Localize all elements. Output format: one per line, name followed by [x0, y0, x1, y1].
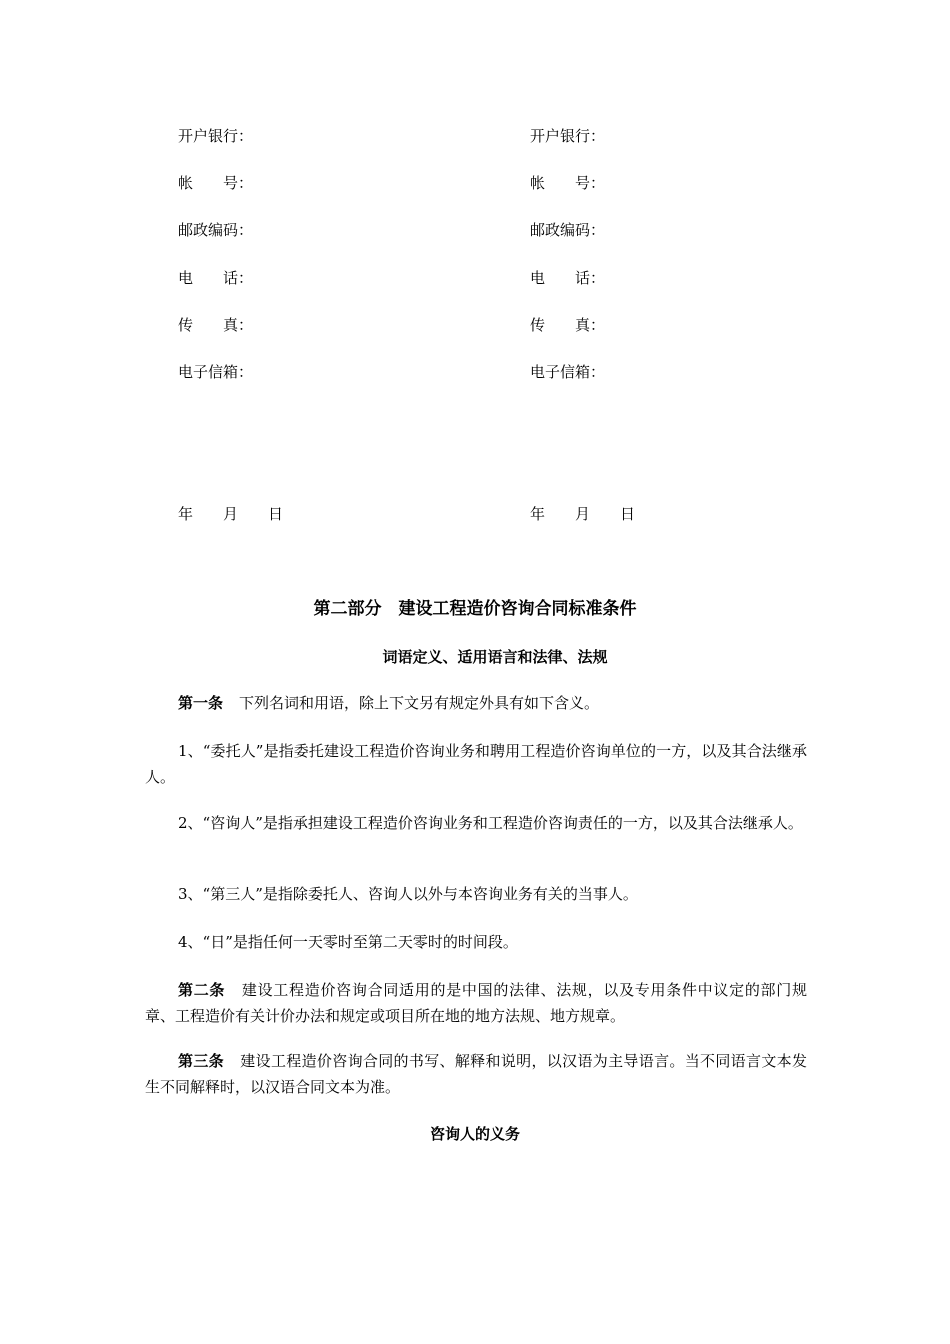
right-account-label: 帐 号：: [530, 174, 606, 192]
section-title-consultant-duties: 咨询人的义务: [429, 1125, 520, 1143]
right-phone-label: 电 话：: [530, 269, 606, 287]
right-date-label: 年 月 日: [530, 505, 636, 523]
part-title: 第二部分 建设工程造价咨询合同标准条件: [313, 599, 637, 619]
definition-item-2: 2、“咨询人”是指承担建设工程造价咨询业务和工程造价咨询责任的一方，以及其合法继承人。: [178, 814, 803, 832]
right-email-label: 电子信箱：: [530, 363, 606, 381]
left-fax-label: 传 真：: [178, 316, 254, 334]
definition-item-4: 4、“日”是指任何一天零时至第二天零时的时间段。: [178, 933, 518, 951]
article-2: [145, 977, 807, 1029]
article-3: [145, 1048, 807, 1100]
definition-item-3: 3、“第三人”是指除委托人、咨询人以外与本咨询业务有关的当事人。: [178, 885, 638, 903]
left-date-label: 年 月 日: [178, 505, 284, 523]
right-bank-label: 开户银行：: [530, 127, 606, 145]
article-1-label: 第一条: [178, 694, 224, 712]
section-title-definitions: 词语定义、适用语言和法律、法规: [382, 648, 608, 666]
left-postcode-label: 邮政编码：: [178, 221, 254, 239]
left-email-label: 电子信箱：: [178, 363, 254, 381]
right-postcode-label: 邮政编码：: [530, 221, 606, 239]
article-1-text: 下列名词和用语，除上下文另有规定外具有如下含义。: [239, 694, 600, 712]
right-fax-label: 传 真：: [530, 316, 606, 334]
article-1: [145, 690, 807, 716]
left-account-label: 帐 号：: [178, 174, 254, 192]
article-3-label: 第三条: [178, 1052, 224, 1070]
left-phone-label: 电 话：: [178, 269, 254, 287]
article-3-text: 建设工程造价咨询合同的书写、解释和说明，以汉语为主导语言。当不同语言文本发生不同解释时，以汉语合同文本为准。: [145, 1052, 807, 1096]
left-bank-label: 开户银行：: [178, 127, 254, 145]
definition-item-1: 1、“委托人”是指委托建设工程造价咨询业务和聘用工程造价咨询单位的一方，以及其合法继承人。: [145, 742, 807, 786]
article-2-text: 建设工程造价咨询合同适用的是中国的法律、法规，以及专用条件中议定的部门规章、工程造价有关计价办法和规定或项目所在地的地方法规、地方规章。: [145, 981, 807, 1025]
article-2-label: 第二条: [178, 981, 226, 999]
